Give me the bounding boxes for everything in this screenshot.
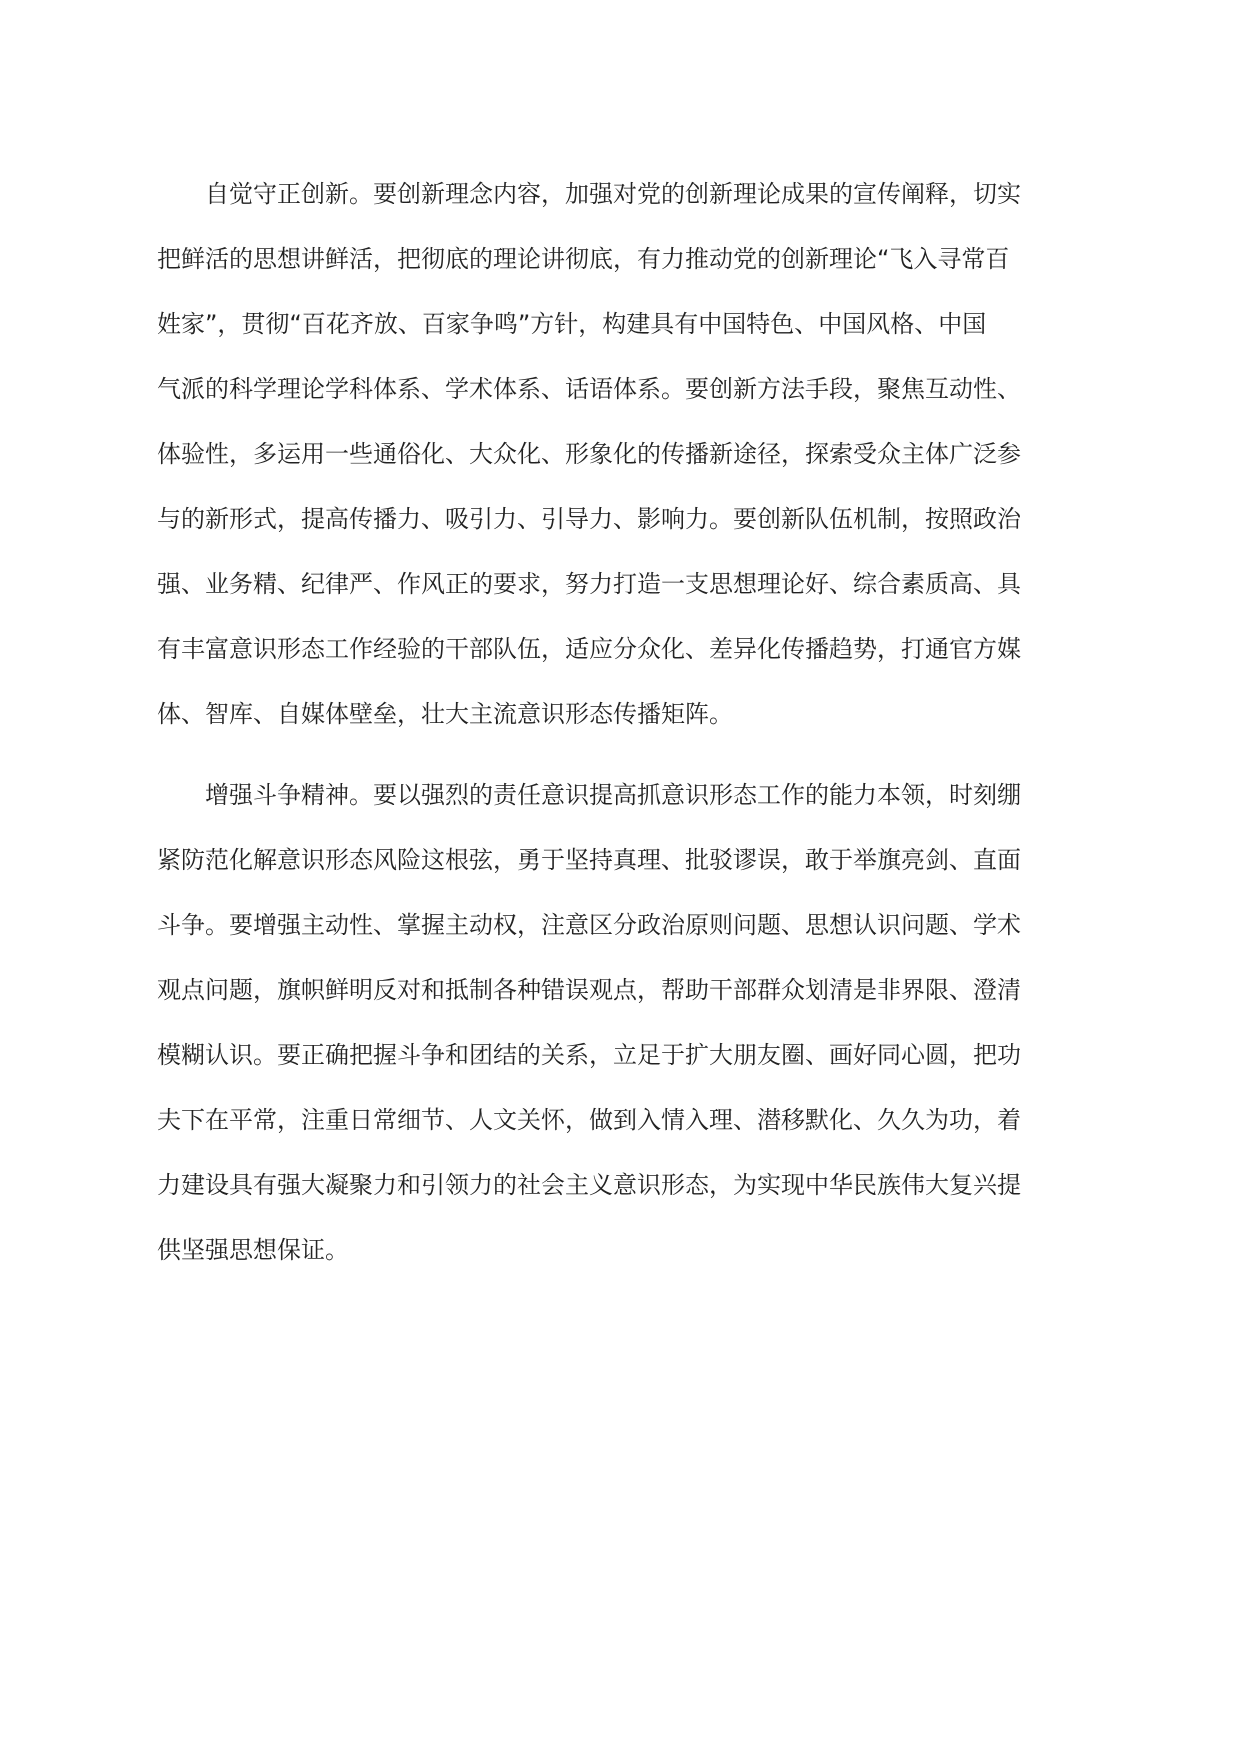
paragraph-line: 力建设具有强大凝聚力和引领力的社会主义意识形态，为实现中华民族伟大复兴提 xyxy=(157,1171,1021,1199)
paragraph-line: 强、业务精、纪律严、作风正的要求，努力打造一支思想理论好、综合素质高、具 xyxy=(157,570,1021,598)
paragraph-line: 增强斗争精神。要以强烈的责任意识提高抓意识形态工作的能力本领，时刻绷 xyxy=(205,781,1021,809)
paragraph-innovation xyxy=(157,162,1053,747)
paragraph-line: 模糊认识。要正确把握斗争和团结的关系，立足于扩大朋友圈、画好同心圆，把功 xyxy=(157,1041,1021,1069)
paragraph-line: 把鲜活的思想讲鲜活，把彻底的理论讲彻底，有力推动党的创新理论“飞入寻常百 xyxy=(157,245,1010,273)
paragraph-line: 供坚强思想保证。 xyxy=(157,1236,349,1264)
paragraph-struggle xyxy=(157,763,1053,1283)
paragraph-line: 紧防范化解意识形态风险这根弦，勇于坚持真理、批驳谬误，敢于举旗亮剑、直面 xyxy=(157,846,1021,874)
document-body xyxy=(157,162,1053,1283)
paragraph-line: 有丰富意识形态工作经验的干部队伍，适应分众化、差异化传播趋势，打通官方媒 xyxy=(157,635,1021,663)
paragraph-line: 姓家”，贯彻“百花齐放、百家争鸣”方针，构建具有中国特色、中国风格、中国 xyxy=(157,310,987,338)
paragraph-line: 观点问题，旗帜鲜明反对和抵制各种错误观点，帮助干部群众划清是非界限、澄清 xyxy=(157,976,1021,1004)
paragraph-line: 与的新形式，提高传播力、吸引力、引导力、影响力。要创新队伍机制，按照政治 xyxy=(157,505,1021,533)
paragraph-line: 体验性，多运用一些通俗化、大众化、形象化的传播新途径，探索受众主体广泛参 xyxy=(157,440,1021,468)
paragraph-spacer xyxy=(157,747,1053,763)
paragraph-line: 夫下在平常，注重日常细节、人文关怀，做到入情入理、潜移默化、久久为功，着 xyxy=(157,1106,1021,1134)
paragraph-line: 体、智库、自媒体壁垒，壮大主流意识形态传播矩阵。 xyxy=(157,700,733,728)
paragraph-line: 斗争。要增强主动性、掌握主动权，注意区分政治原则问题、思想认识问题、学术 xyxy=(157,911,1021,939)
paragraph-line: 气派的科学理论学科体系、学术体系、话语体系。要创新方法手段，聚焦互动性、 xyxy=(157,375,1021,403)
paragraph-line: 自觉守正创新。要创新理念内容，加强对党的创新理论成果的宣传阐释，切实 xyxy=(205,180,1021,208)
